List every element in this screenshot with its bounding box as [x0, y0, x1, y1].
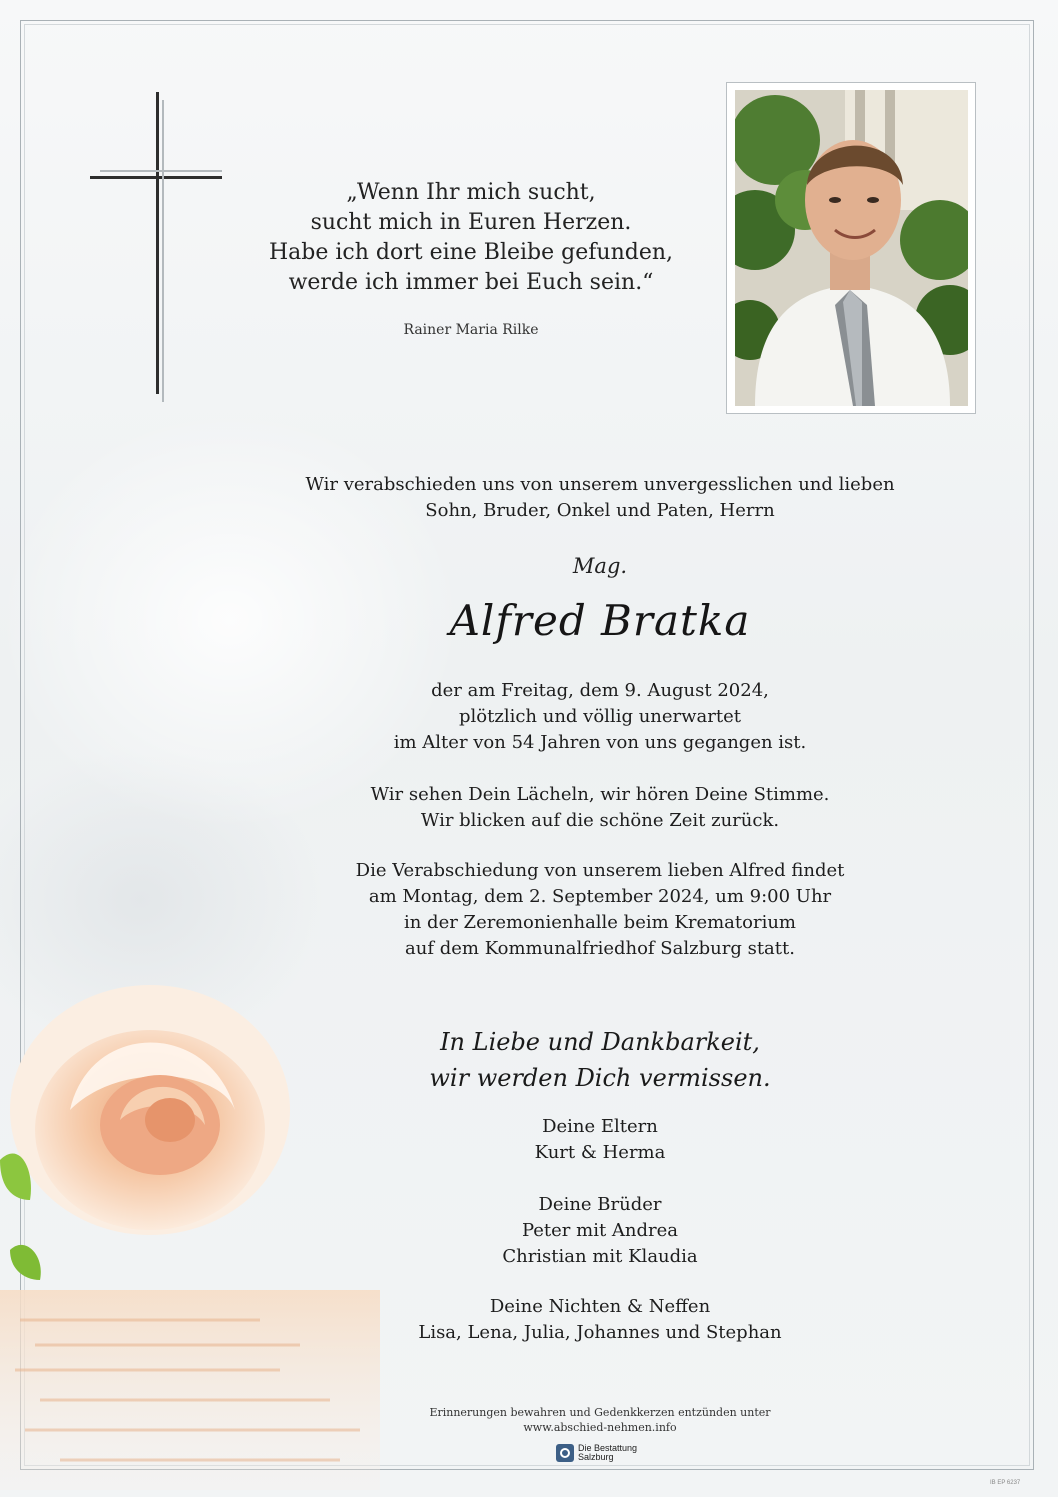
remembrance-line: Wir sehen Dein Lächeln, wir hören Deine Stimme.: [370, 784, 830, 805]
ceremony-line: am Montag, dem 2. September 2024, um 9:00 Uhr: [368, 886, 832, 907]
quote-line: sucht mich in Euren Herzen.: [310, 210, 632, 235]
mourner-line: Peter mit Andrea: [521, 1220, 679, 1241]
closing-phrase: [350, 1024, 850, 1096]
intro-line: Wir verabschieden uns von unserem unvergesslichen und lieben: [305, 474, 895, 495]
mourner-line: Kurt & Herma: [534, 1142, 666, 1163]
academic-title: Mag.: [572, 554, 628, 578]
brand-logo: [556, 1440, 637, 1466]
death-notice-line: der am Freitag, dem 9. August 2024,: [431, 680, 769, 701]
mourners-parents: [250, 1114, 950, 1166]
footer-line: Erinnerungen bewahren und Gedenkkerzen entzünden unter: [429, 1406, 771, 1419]
mourner-line: Deine Brüder: [538, 1194, 662, 1215]
brand-line: Salzburg: [578, 1452, 614, 1462]
death-notice-line: im Alter von 54 Jahren von uns gegangen ist.: [393, 732, 807, 753]
quote-line: werde ich immer bei Euch sein.“: [288, 270, 654, 295]
deceased-name: Alfred Bratka: [449, 596, 751, 645]
brand-text: [578, 1444, 637, 1462]
mourner-line: Lisa, Lena, Julia, Johannes und Stephan: [418, 1322, 782, 1343]
print-code: IB EP 6237: [990, 1480, 1021, 1486]
intro-line: Sohn, Bruder, Onkel und Paten, Herrn: [425, 500, 775, 521]
ceremony-info: [250, 858, 950, 962]
death-notice-line: plötzlich und völlig unerwartet: [459, 706, 741, 727]
portrait-photo: [735, 90, 968, 406]
quote: [256, 178, 686, 298]
mourner-line: Deine Eltern: [542, 1116, 658, 1137]
ceremony-line: Die Verabschiedung von unserem lieben Alfred findet: [355, 860, 845, 881]
death-notice: [250, 678, 950, 756]
remembrance-line: Wir blicken auf die schöne Zeit zurück.: [420, 810, 780, 831]
mourners-brothers: [250, 1192, 950, 1270]
mourner-line: Christian mit Klaudia: [502, 1246, 698, 1267]
footer-link[interactable]: www.abschied-nehmen.info: [523, 1421, 677, 1434]
quote-author: Rainer Maria Rilke: [403, 322, 539, 338]
quote-line: „Wenn Ihr mich sucht,: [346, 180, 596, 205]
closing-line: wir werden Dich vermissen.: [429, 1064, 771, 1092]
remembrance-text: [250, 782, 950, 834]
mourner-line: Deine Nichten & Neffen: [489, 1296, 711, 1317]
mourners-nieces-nephews: [250, 1294, 950, 1346]
ceremony-line: in der Zeremonienhalle beim Krematorium: [403, 912, 797, 933]
cross-icon: [90, 92, 222, 402]
ceremony-line: auf dem Kommunalfriedhof Salzburg statt.: [405, 938, 795, 959]
brand-icon: [556, 1444, 574, 1462]
brand-line: Die Bestattung: [578, 1443, 638, 1453]
closing-line: In Liebe und Dankbarkeit,: [440, 1028, 760, 1056]
quote-line: Habe ich dort eine Bleibe gefunden,: [268, 240, 674, 265]
footer-note: [380, 1405, 820, 1435]
intro-text: [250, 472, 950, 524]
